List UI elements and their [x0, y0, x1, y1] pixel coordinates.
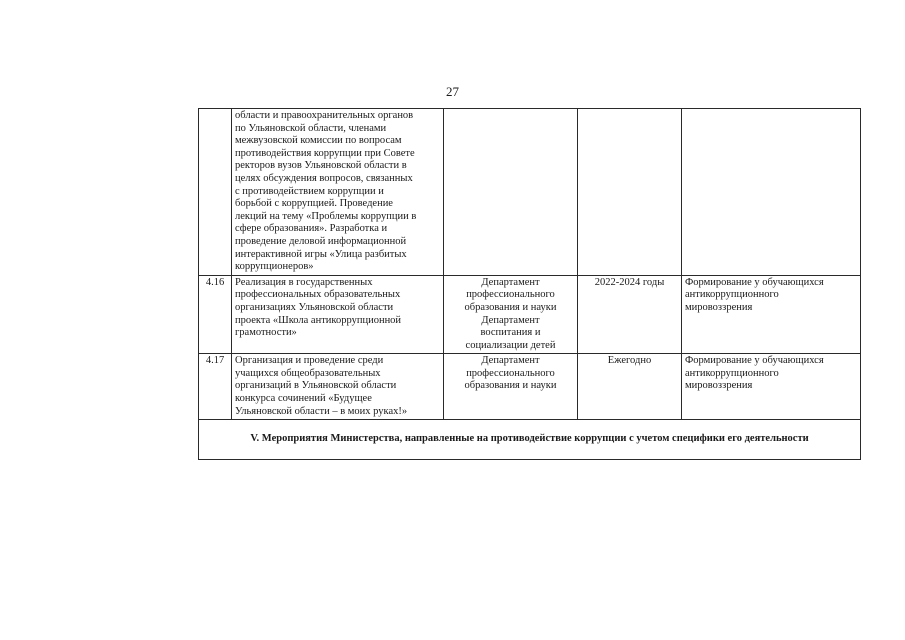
cell-text-line: образования и науки	[464, 301, 557, 313]
cell-text-line: ректоров вузов Ульяновской области в	[235, 160, 407, 172]
cell-text-line: антикоррупционного	[685, 289, 779, 301]
cell-text-line: коррупционеров»	[235, 261, 314, 273]
term-cell: 2022-2024 годы	[578, 275, 682, 354]
cell-text-line: области и правоохранительных органов	[235, 110, 414, 121]
cell-text-line: по Ульяновской области, членами	[235, 122, 387, 134]
table-row	[199, 275, 861, 354]
section-heading-row	[199, 420, 861, 460]
cell-text-line: профессионального	[466, 289, 555, 301]
row-number-cell: 4.17	[199, 354, 232, 420]
table-row	[199, 109, 861, 276]
cell-text-line: Реализация в государственных	[235, 276, 373, 288]
cell-text-line: межвузовской комиссии по вопросам	[235, 135, 402, 147]
event-cell	[232, 354, 444, 420]
cell-text-line: проведение деловой информационной	[235, 235, 407, 247]
table-body	[199, 109, 861, 460]
cell-text-line: Формирование у обучающихся	[685, 355, 824, 367]
cell-text-line: мировоззрения	[685, 380, 753, 392]
cell-text-line: Департамент	[481, 314, 540, 326]
cell-text-line: Департамент	[481, 276, 540, 288]
cell-text-line: проекта «Школа антикоррупционной	[235, 314, 402, 326]
cell-text-line: Ульяновской области – в моих руках!»	[235, 405, 408, 417]
responsible-cell	[444, 109, 578, 276]
table-row	[199, 354, 861, 420]
cell-text-line: образования и науки	[464, 380, 557, 392]
row-number-cell: 4.16	[199, 275, 232, 354]
cell-text-line: профессиональных образовательных	[235, 289, 401, 301]
cell-text-line: Департамент	[481, 355, 540, 367]
cell-text-line: конкурса сочинений «Будущее	[235, 393, 372, 405]
result-cell	[682, 109, 861, 276]
event-cell	[232, 275, 444, 354]
responsible-cell	[444, 275, 578, 354]
cell-text-line: грамотности»	[235, 327, 297, 339]
cell-text-line: организаций в Ульяновской области	[235, 380, 397, 392]
cell-text-line: антикоррупционного	[685, 367, 779, 379]
cell-text-line: социализации детей	[465, 339, 556, 351]
term-cell: Ежегодно	[578, 354, 682, 420]
cell-text-line: противодействия коррупции при Совете	[235, 147, 415, 159]
cell-text-line: мировоззрения	[685, 301, 753, 313]
section-heading: V. Мероприятия Министерства, направленные на противодействие коррупции с учетом специфики его деятельности	[199, 420, 861, 460]
cell-text-line: Формирование у обучающихся	[685, 276, 824, 288]
cell-text-line: целях обсуждения вопросов, связанных	[235, 172, 413, 184]
cell-text-line: лекций на тему «Проблемы коррупции в	[235, 210, 417, 222]
cell-text-line: организациях Ульяновской области	[235, 301, 394, 313]
cell-text-line: Организация и проведение среди	[235, 355, 384, 367]
cell-text-line: с противодействием коррупции и	[235, 185, 384, 197]
row-number-cell	[199, 109, 232, 276]
cell-text-line: профессионального	[466, 367, 555, 379]
event-cell	[232, 109, 444, 276]
cell-text-line: сфере образования». Разработка и	[235, 223, 388, 235]
cell-text-line: учащихся общеобразовательных	[235, 367, 381, 379]
responsible-cell	[444, 354, 578, 420]
cell-text-line: воспитания и	[480, 327, 541, 339]
page-number: 27	[446, 84, 459, 99]
cell-text-line: борьбой с коррупцией. Проведение	[235, 198, 393, 210]
measures-table	[198, 108, 861, 460]
cell-text-line: интерактивной игры «Улица разбитых	[235, 248, 407, 260]
result-cell	[682, 275, 861, 354]
term-cell	[578, 109, 682, 276]
result-cell	[682, 354, 861, 420]
